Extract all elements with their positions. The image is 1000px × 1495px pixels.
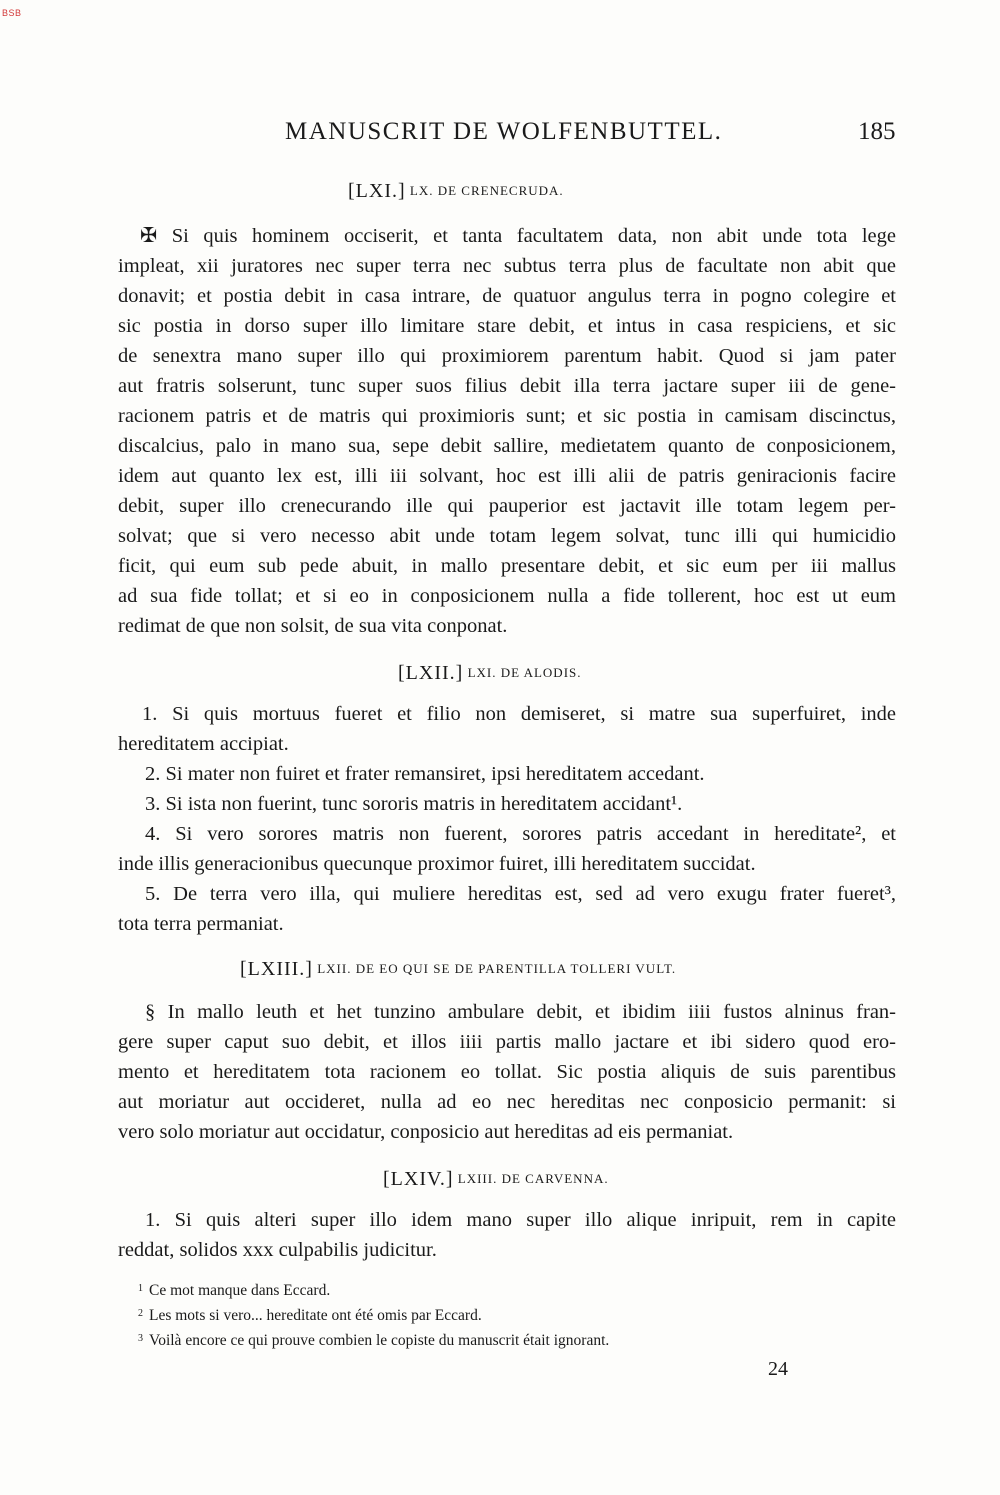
footnote-mark: 1 (138, 1283, 143, 1294)
paragraph-line: vero solo moriatur aut occidatur, conposicio aut hereditas ad eis permaniat. (118, 1121, 734, 1143)
paragraph-line: gere super caput suo debit, et illos iiii partis mallo jactare et ibi sidero quod ero- (118, 1031, 896, 1053)
paragraph-line: 5. De terra vero illa, qui muliere hereditas est, sed ad vero exugu frater fueret³, (145, 883, 896, 905)
section-heading (383, 1168, 609, 1191)
section-bracket-number: [LXIII.] (240, 958, 313, 980)
section-bracket-number: [LXI.] (348, 180, 406, 202)
paragraph-line: reddat, solidos xxx culpabilis judicitur. (118, 1239, 437, 1261)
paragraph-line: redimat de que non solsit, de sua vita conponat. (118, 615, 508, 637)
paragraph-line: 3. Si ista non fuerint, tunc sororis matris in hereditatem accidant¹. (145, 793, 683, 815)
signature-mark: 24 (768, 1358, 788, 1380)
paragraph-line: aut fratris solserunt, tunc super suos filius debit illa terra jactare super iii de gene- (118, 375, 896, 397)
paragraph-line: impleat, xii juratores nec super terra nec subtus terra plus de facultate non abit que (118, 255, 896, 277)
paragraph-line: donavit; et postia debit in casa intrare, de quatuor angulus terra in pogno colegire et (118, 285, 896, 307)
footnote (138, 1282, 330, 1300)
paragraph-line: 2. Si mater non fuiret et frater remansiret, ipsi hereditatem accedant. (145, 763, 705, 785)
footnote-text: Voilà encore ce qui prouve combien le copiste du manuscrit était ignorant. (149, 1332, 610, 1349)
paragraph-line: § In mallo leuth et het tunzino ambulare debit, et ibidim iiii fustos alninus fran- (145, 1001, 896, 1023)
paragraph-line: sic postia in dorso super illo limitare stare debit, et intus in casa respiciens, et sic (118, 315, 896, 337)
footnote (138, 1307, 482, 1325)
footnote-text: Ce mot manque dans Eccard. (149, 1282, 331, 1299)
paragraph-line: aut moriatur aut occideret, nulla ad eo nec hereditas nec conposicio permanit: si (118, 1091, 896, 1113)
section-title: LXI. DE ALODIS. (467, 665, 582, 680)
paragraph-line: tota terra permaniat. (118, 913, 284, 935)
section-bracket-number: [LXII.] (398, 662, 464, 684)
footnote-mark: 3 (138, 1333, 143, 1344)
section-heading (348, 180, 564, 203)
paragraph-line: solvat; que si vero necesso abit unde totam legem solvat, tunc illi qui humicidio (118, 525, 896, 547)
paragraph-line: racionem patris et de matris qui proximioris sunt; et sic postia in camisam discinctus, (118, 405, 896, 427)
paragraph-line: idem aut quanto lex est, illi iii solvant, hoc est illi alii de patris geniracionis facire (118, 465, 896, 487)
footnote (138, 1332, 609, 1350)
paragraph-line: mento et hereditatem tota racionem eo tollat. Sic postia aliquis de suis parentibus (118, 1061, 896, 1083)
paragraph-line: inde illis generacionibus quecunque proximor fuiret, illi hereditatem succidat. (118, 853, 756, 875)
section-heading (240, 958, 676, 981)
paragraph-line: 4. Si vero sorores matris non fuerent, sorores patris accedant in hereditate², et (145, 823, 896, 845)
paragraph-line: 1. Si quis mortuus fueret et filio non demiseret, si matre sua superfuiret, inde (142, 703, 896, 725)
page-number: 185 (858, 118, 896, 145)
section-title: LX. DE CRENECRUDA. (409, 183, 564, 198)
paragraph-line: 1. Si quis alteri super illo idem mano super illo alique inripuit, rem in capite (145, 1209, 896, 1231)
footnote-text: Les mots si vero... hereditate ont été omis par Eccard. (149, 1307, 482, 1324)
running-head: MANUSCRIT DE WOLFENBUTTEL. (285, 118, 723, 145)
paragraph-line: ad sua fide tollat; et si eo in conposicionem nulla a fide tollerent, hoc est ut eum (118, 585, 896, 607)
paragraph-line: ficit, qui eum sub pede abuit, in mallo presentare debit, et sic eum per iii mallus (118, 555, 896, 577)
paragraph-line: debit, super illo crenecurando ille qui pauperior est jactavit ille totam legem per- (118, 495, 896, 517)
section-bracket-number: [LXIV.] (383, 1168, 454, 1190)
footnote-mark: 2 (138, 1308, 143, 1319)
paragraph-line: ✠ Si quis hominem occiserit, et tanta facultatem data, non abit unde tota lege (140, 225, 896, 247)
library-stamp: BSB (2, 8, 22, 18)
paragraph-line: hereditatem accipiat. (118, 733, 289, 755)
paragraph-line: discalcius, palo in mano sua, sepe debit sallire, medietatem quanto de conposicionem, (118, 435, 896, 457)
paragraph-line: de senextra mano super illo qui proximiorem parentum habit. Quod si jam pater (118, 345, 896, 367)
section-title: LXIII. DE CARVENNA. (457, 1171, 609, 1186)
section-title: LXII. DE EO QUI SE DE PARENTILLA TOLLERI VULT. (317, 961, 677, 976)
section-heading (398, 662, 582, 685)
